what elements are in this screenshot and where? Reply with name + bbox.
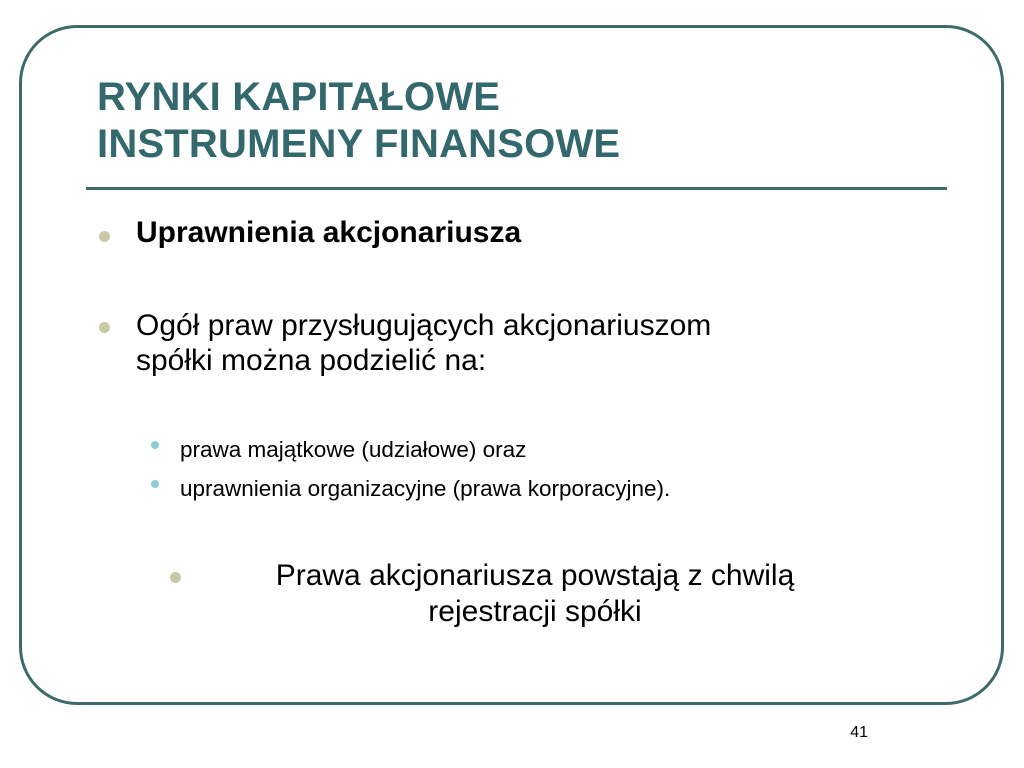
bullet-text-ogol-praw-line-2: spółki można podzielić na: <box>136 344 487 377</box>
page-number: 41 <box>850 724 868 741</box>
sub-bullet-dot-1 <box>151 441 159 449</box>
bullet-dot-2 <box>99 322 110 333</box>
bullet-dot-1 <box>99 231 110 242</box>
bullet-dot-3 <box>170 572 181 583</box>
slide-title <box>97 74 620 168</box>
sub-bullet-dot-2 <box>151 480 159 488</box>
bullet-text-prawa-powstaja-line-1: Prawa akcjonariusza powstają z chwilą <box>275 559 795 592</box>
bullet-text-uprawnienia: Uprawnienia akcjonariusza <box>136 216 522 249</box>
sub-bullet-text-uprawnienia-organizacyjne: uprawnienia organizacyjne (prawa korporacyjne). <box>180 476 671 501</box>
title-line-2: INSTRUMENY FINANSOWE <box>97 122 621 166</box>
bullet-text-ogol-praw-line-1: Ogół praw przysługujących akcjonariuszom <box>136 309 712 342</box>
bullet-text-prawa-powstaja <box>190 558 880 630</box>
title-divider <box>86 187 947 190</box>
sub-bullet-text-prawa-majatkowe: prawa majątkowe (udziałowe) oraz <box>180 437 527 462</box>
bullet-text-ogol-praw <box>136 308 916 378</box>
title-line-1: RYNKI KAPITAŁOWE <box>97 75 501 119</box>
bullet-text-prawa-powstaja-line-2: rejestracji spółki <box>428 595 642 628</box>
